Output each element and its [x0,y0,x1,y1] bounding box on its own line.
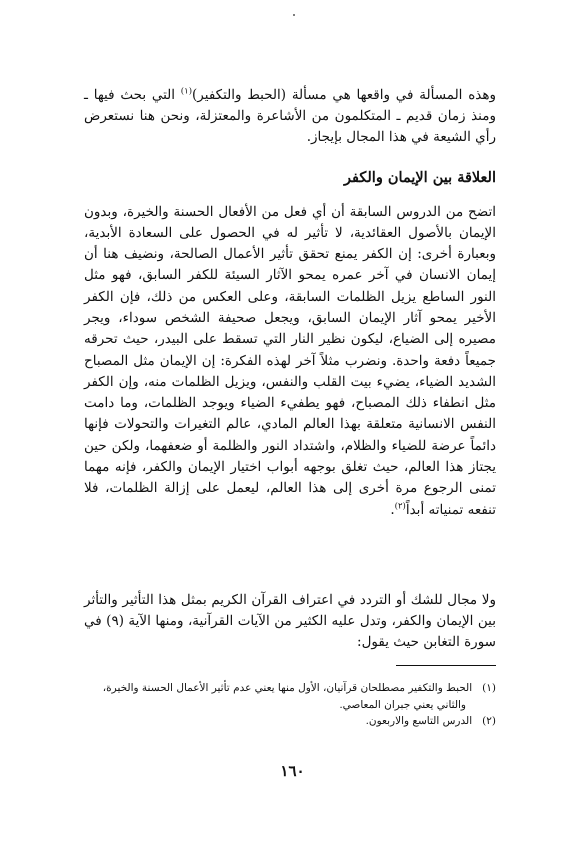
intro-paragraph [84,85,496,149]
footnote-2-number: (٢) [482,715,496,727]
footnote-1-text: الحبط والتكفير مصطلحان قرآنيان، الأول منها يعني عدم تأثير الأعمال الحسنة والخيرة، [102,682,473,694]
footnote-1-number: (١) [482,682,496,694]
body-text-end: . [390,501,395,518]
footnote-separator [396,665,496,666]
footnote-ref-1[interactable]: (١) [180,86,193,96]
footnote-2 [84,713,496,730]
page-number: ١٦٠ [280,762,305,780]
footnote-2-text: الدرس التاسع والاربعون. [365,715,473,727]
body-paragraph [84,202,496,521]
scan-speck [293,14,295,16]
section-heading: العلاقة بين الإيمان والكفر [344,169,496,187]
closing-paragraph: ولا مجال للشك أو التردد في اعتراف القرآن الكريم بمثل هذا التأثير والتأثر بين الإيمان والكفر، وتدل عليه الكثير من الآيات القرآنية، ومنها الآية (٩) في سورة التغابن حيث يقول: [84,591,496,651]
footnote-1-continuation: والثاني يعني جبران المعاصي. [339,699,466,711]
intro-text-end: التي بحث فيها ـ ومنذ زمان قديم ـ المتكلمون من الأشاعرة والمعتزلة، ونحن هنا نستعرض رأي الشيعة في هذا المجال بإيجاز. [84,86,496,146]
intro-text-start: وهذه المسألة في واقعها هي مسألة (الحبط والتكفير) [192,86,496,103]
footnote-1 [84,680,496,714]
footnote-ref-2[interactable]: (٢) [394,501,406,512]
body-text: اتضح من الدروس السابقة أن أي فعل من الأفعال الحسنة والخيرة، وبدون الإيمان بالأصول العقائدية، لا تأثير له في الحصول على السعادة الأبدية، وبعبارة أخرى: إن الكفر يمنع تحقق تأثير الأعمال الصالحة، ونضيف هنا أن إيمان الانسان في آخر عمره يمحو الآثار السيئة للكفر السابق، فهو مثل النور الساطع يزيل الظلمات السابقة، وعلى العكس من ذلك، فإن الكفر الأخير يمحو آثار الإيمان السابق، ويجعل صحيفة الشخص سوداء، ويجر مصيره إلى الضياع، ليكون نظير النار التي تسقط على البيدر، حيث تحرقه جميعاً دفعة واحدة. ونضرب مثلاً آخر لهذه الفكرة: إن الإيمان مثل المصباح الشديد الضياء، يضيء بيت القلب والنفس، ويزيل الظلمات منه، وإن الكفر مثل انطفاء ذلك المصباح، فهو يطفيء الضياء ويوجد الظلمات، وما دامت النفس الانسانية متعلقة بهذا العالم المادي، عالم التغيرات والتحولات فإنها دائماً عرضة للضياء والظلام، واشتداد النور والظلمة أو ضعفهما، ولكن حين يجتاز هذا العالم، حيث تغلق بوجهه أبواب اختيار الإيمان والكفر، فإنه مهما تمنى الرجوع مرة أخرى إلى هذا العالم، ليعمل على إزالة الظلمات، فلا تنفعه تمنياته أبداً [84,203,496,518]
